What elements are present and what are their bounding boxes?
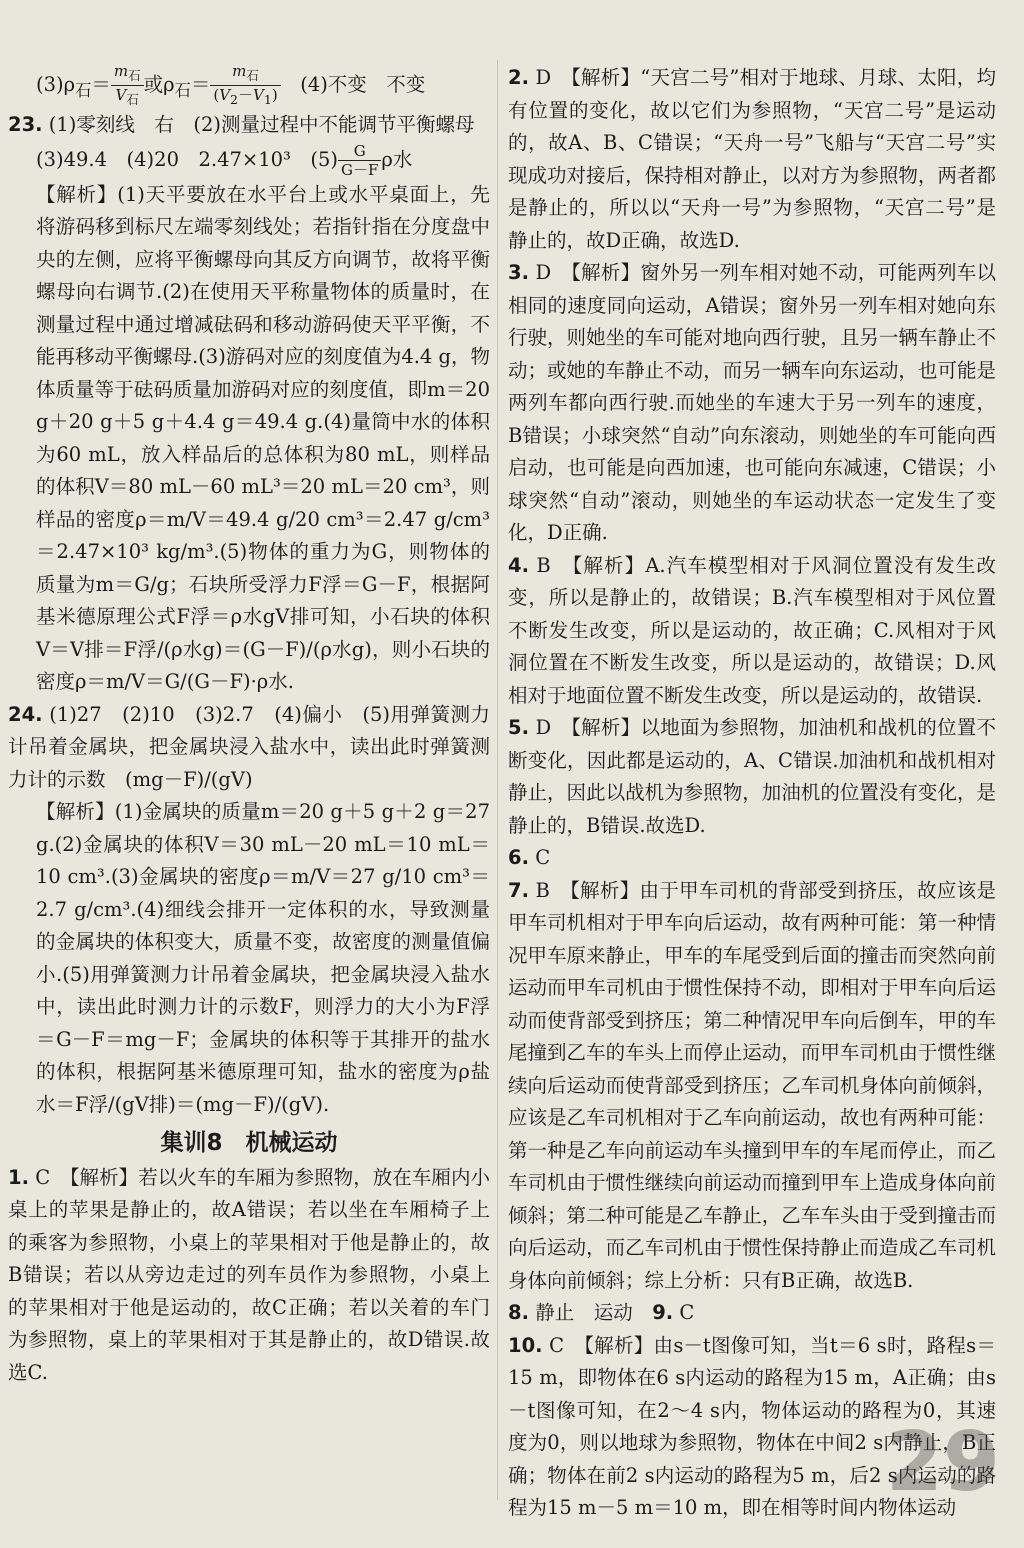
q1-answer: 1. C 【解析】若以火车的车厢为参照物，放在车厢内小桌上的苹果是静止的，故A错误；若以坐在车厢椅子上的乘客为参照物，小桌上的苹果相对于他是静止的，故B错误；若以从旁边走过的列车员作为参照物，小桌上的苹果相对于他是运动的，故C正确；若以关着的车门为参照物，桌上的苹果相对于其是静止的，故D错误.故选C. [8,1165,490,1384]
q6-answer: 6. C [508,846,551,869]
column-divider [497,60,498,1500]
q5-answer: 5. D 【解析】以地面为参照物，加油机和战机的位置不断变化，因此都是运动的，A、C错误.加油机和战机相对静止，因此以战机为参照物，加油机的位置没有变化，是静止的，B错误.故选D. [508,716,996,837]
section-title: 集训8 机械运动 [160,1130,338,1156]
fraction: $\frac{m_石}{V_石}$ [111,62,144,109]
fraction: $\frac{m_石}{(V_2-V_1)}$ [210,62,280,109]
q23-answer-line2: (3)49.4 (4)20 2.47×10³ (5) $\frac{G}{G-F}$ ρ水 [36,141,413,179]
q24-explanation: 【解析】(1)金属块的质量m＝20 g＋5 g＋2 g＝27 g.(2)金属块的体积V＝30 mL－20 mL＝10 mL＝10 cm³.(3)金属块的密度ρ＝m/V＝27 g/10 cm³＝2.7 g/cm³.(4)细线会排开一定体积的水，导致测量的金属块的体积变大，质量不变，故密度的测量值偏小.(5)用弹簧测力计吊着金属块，把金属块浸入盐水中，读出此时测力计的示数F，则浮力的大小为F浮＝G－F＝mg－F；金属块的体积等于其排开的盐水的体积，根据阿基米德原理可知，盐水的密度为ρ盐水＝F浮/(gV排)＝(mg－F)/(gV). [36,800,490,1116]
q8-q9-answer: 8. 静止 运动 9. C [508,1301,695,1324]
q10-answer: 10. C 【解析】由s－t图像可知，当t＝6 s时，路程s＝15 m，即物体在6 s内运动的路程为15 m，A正确；由s－t图像可知，在2～4 s内，物体运动的路程为0，其速度为0，则以地球为参照物，物体在中间2 s内静止，B正确；物体在前2 s内运动的路程为5 m，后2 s内运动的路程为15 m－5 m＝10 m，即在相等时间内物体运动 [508,1333,996,1519]
left-column [8,62,490,1389]
q2-answer: 2. D 【解析】“天宫二号”相对于地球、月球、太阳，均有位置的变化，故以它们为参照物，“天宫二号”是运动的，故A、B、C错误；“天舟一号”飞船与“天宫二号”实现成功对接后，保持相对静止，以对方为参照物，两者都是静止的，所以以“天舟一号”为参照物，“天宫二号”是静止的，故D正确，故选D. [508,66,997,252]
q23-explanation: 【解析】(1)天平要放在水平台上或水平桌面上，先将游码移到标尺左端零刻线处；若指针指在分度盘中央的左侧，应将平衡螺母向其反方向调节，故将平衡螺母向右调节.(2)在使用天平称量物体的质量时，在测量过程中通过增减砝码和移动游码使天平平衡，不能再移动平衡螺母.(3)游码对应的刻度值为4.4 g，物体质量等于砝码质量加游码对应的刻度值，即m＝20 g＋20 g＋5 g＋4.4 g＝49.4 g.(4)量筒中水的体积为60 mL，放入样品后的总体积为80 mL，则样品的体积V＝80 mL－60 mL³＝20 mL＝20 cm³，则样品的密度ρ＝m/V＝49.4 g/20 cm³＝2.47 g/cm³＝2.47×10³ kg/m³.(5)物体的重力为G，则物体的质量为m＝G/g；石块所受浮力F浮＝G－F，根据阿基米德原理公式F浮＝ρ水gV排可知，小石块的体积V＝V排＝F浮/(ρ水g)＝(G－F)/(ρ水g)，则小石块的密度ρ＝m/V＝G/(G－F)·ρ水. [36,182,491,693]
page-number: 29 [885,1415,1000,1510]
q4-answer: 4. B 【解析】A.汽车模型相对于风洞位置没有发生改变，所以是静止的，故错误；B.汽车模型相对于风位置不断发生改变，所以是运动的，故正确；C.风相对于风洞位置在不断发生改变，所以是运动的，故错误；D.风相对于地面位置不断发生改变，所以是运动的，故错误. [508,553,996,707]
q23-answer: 23. (1)零刻线 右 (2)测量过程中不能调节平衡螺母 [8,113,475,136]
q24-answer: 24. (1)27 (2)10 (3)2.7 (4)偏小 (5)用弹簧测力计吊着金属块，把金属块浸入盐水中，读出此时弹簧测力计的示数 (mg－F)/(gV) [8,702,490,791]
q22-tail: $(3)\rho_石=$ $\frac{m_石}{V_石}$ 或$\rho_石=$ $\frac{m_石}{(V_2-V_1)}$ (4)不变 不变 [36,62,426,107]
right-column [508,62,996,1525]
q3-answer: 3. D 【解析】窗外另一列车相对她不动，可能两列车以相同的速度同向运动，A错误；窗外另一列车相对她向东行驶，则她坐的车可能对地向西行驶，且另一辆车静止不动；或她的车静止不动，而另一辆车向东运动，也可能是两列车都向西行驶.而她坐的车速大于另一列车的速度，B错误；小球突然“自动”向东滚动，则她坐的车可能向西启动，也可能是向西加速，也可能向东减速，C错误；小球突然“自动”滚动，则她坐的车运动状态一定发生了变化，D正确. [508,261,996,544]
q7-answer: 7. B 【解析】由于甲车司机的背部受到挤压，故应该是甲车司机相对于甲车向后运动，故有两种可能：第一种情况甲车原来静止，甲车的车尾受到后面的撞击而突然向前运动而甲车司机由于惯性保持不动，即相对于甲车向后运动而使背部受到挤压；第二种情况甲车向后倒车，甲的车尾撞到乙车的车头上而停止运动，而甲车司机由于惯性继续向后运动而使背部受到挤压；乙车司机身体向前倾斜，应该是乙车司机相对于乙车向前运动，故也有两种可能：第一种是乙车向前运动车头撞到甲车的车尾而停止，而乙车司机由于惯性继续向前运动而撞到甲车上造成身体向前倾斜；第二种可能是乙车静止，乙车车头由于受到撞击而向后运动，而乙车司机由于惯性保持静止而造成乙车司机身体向前倾斜；综上分析：只有B正确，故选B. [508,878,996,1292]
fraction: $\frac{G}{G-F}$ [338,142,381,179]
